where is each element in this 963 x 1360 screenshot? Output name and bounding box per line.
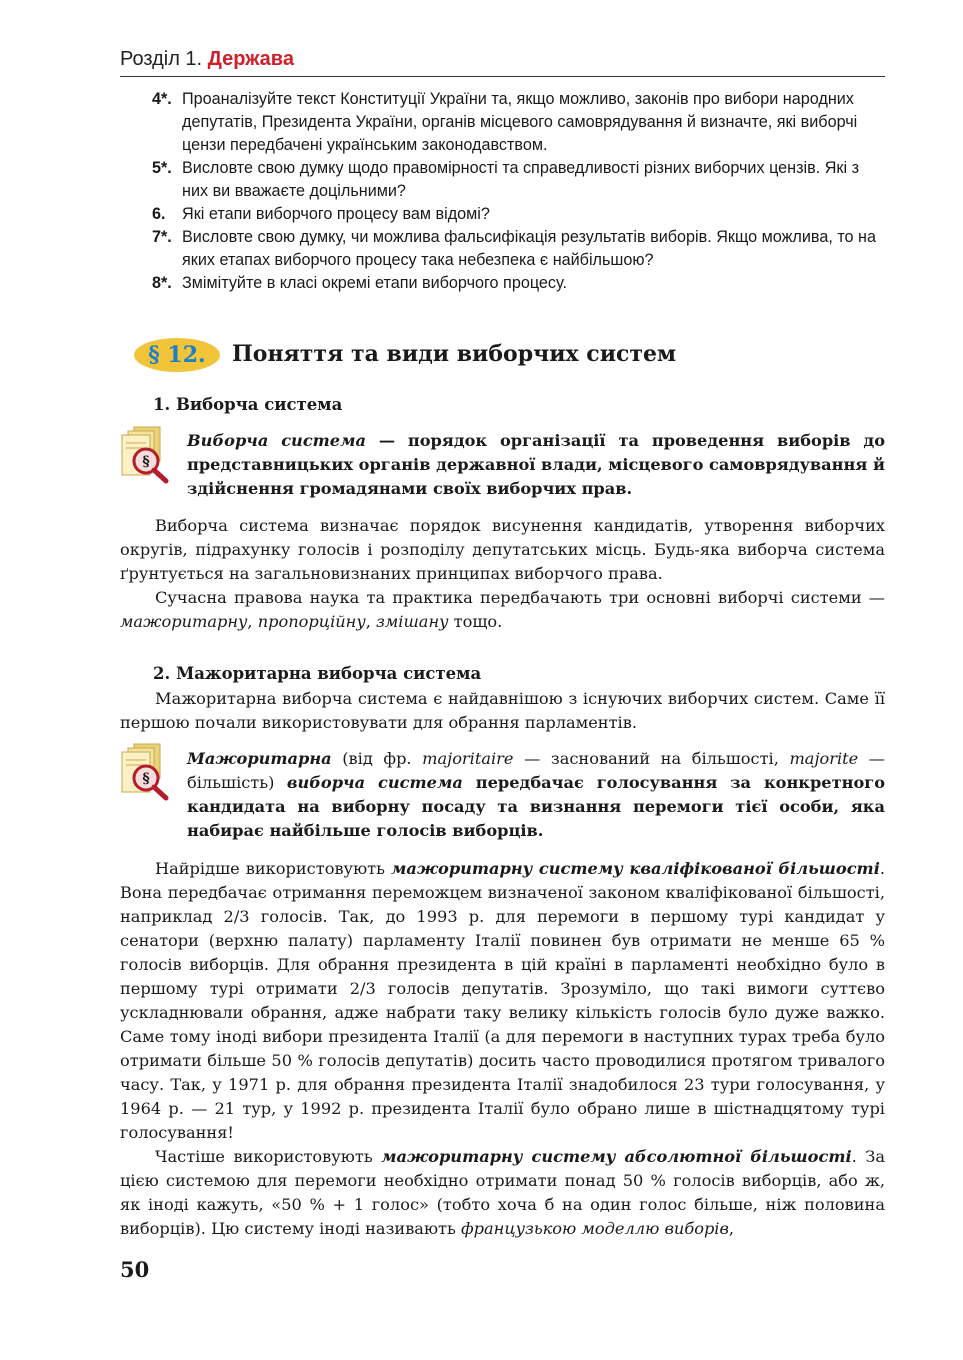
question-item: [152, 272, 885, 295]
paragraph: Сучасна правова наука та практика передбачають три основні виборчі системи — мажоритарну, пропорційну, змішану тощо.: [120, 588, 885, 631]
chapter-label: Розділ 1. Держава: [120, 48, 294, 70]
question-item: [152, 226, 885, 272]
subsection-heading: 1. Виборча система: [153, 395, 343, 414]
question-number: 7*.: [152, 228, 172, 246]
law-document-icon: [120, 425, 174, 485]
question-text: Проаналізуйте текст Конституції України та, якщо можливо, законів про вибори народних депутатів, Президента України, органів місцевого самоврядування й визначте, які виборчі цензи передбачені українським законодавством.: [182, 90, 858, 154]
paragraph: Частіше використовують мажоритарну систему абсолютної більшості. За цією системою для перемоги необхідно отримати понад 50 % голосів виборців, або ж, як іноді кажуть, «50 % + 1 голос» (тобто хоча б на один голос більше, ніж половина виборців). Цю систему іноді називають французькою моделлю виборів,: [120, 1147, 886, 1238]
section-number: § 12.: [148, 342, 206, 368]
body-text-2: [120, 687, 885, 735]
question-item: [152, 157, 885, 203]
svg-text:§: §: [142, 454, 150, 470]
svg-text:§: §: [142, 771, 150, 787]
paragraph: Мажоритарна виборча система є найдавнішою з існуючих виборчих систем. Саме її першою почали використовувати для обрання парламентів.: [120, 689, 885, 732]
definition-majoritarian: Мажоритарна (від фр. majoritaire — заснований на більшості, majorite — більшість) виборча система передбачає голосування за конкретного кандидата на виборну посаду та визнання перемоги тієї особи, яка набирає найбільше голосів виборців.: [187, 749, 885, 840]
question-text: Змімітуйте в класі окремі етапи виборчого процесу.: [182, 274, 567, 292]
question-number: 6.: [152, 205, 166, 223]
question-item: [152, 203, 885, 226]
question-number: 4*.: [152, 90, 172, 108]
question-number: 8*.: [152, 274, 172, 292]
definition-term: Мажоритарна: [187, 749, 332, 768]
questions-list: [152, 88, 885, 295]
page-header: [120, 46, 885, 77]
law-document-icon: [120, 742, 174, 802]
body-text-3: [120, 857, 885, 1241]
paragraph: Виборча система визначає порядок висунення кандидатів, утворення виборчих округів, підрахунку голосів і розподілу депутатських місць. Будь-яка виборча система ґрунтується на загальновизнаних принципах виборчого права.: [120, 516, 885, 583]
chapter-title: Держава: [207, 48, 294, 70]
question-text: Висловте свою думку, чи можлива фальсифікація результатів виборів. Якщо можлива, то на яких етапах виборчого процесу така небезпека є найбільшою?: [182, 228, 876, 269]
question-text: Які етапи виборчого процесу вам відомі?: [182, 205, 490, 223]
paragraph: Найрідше використовують мажоритарну систему кваліфікованої більшості. Вона передбачає отримання переможцем визначеної законом кваліфікованої більшості, наприклад 2/3 голосів. Так, до 1993 р. для перемоги в першому турі кандидат у сенатори (верхню палату) парламенту Італії повинен був отримати не менше 65 % голосів виборців. Для обрання президента в цій країні в парламенті необхідно було в першому турі отримати 2/3 голосів депутатів. Зрозуміло, що такі вимоги суттєво ускладнювали обрання, адже набрати таку велику кількість голосів було дуже важко. Саме тому іноді вибори президента Італії (а для перемоги в наступних турах треба було отримати більше 50 % голосів депутатів) досить часто проводилися протягом тривалого часу. Так, у 1971 р. для обрання президента Італії знадобилося 23 тури голосування, у 1964 р. — 21 тур, у 1992 р. президента Італії було обрано лише в шістнадцятому турі голосування!: [120, 859, 885, 1142]
subsection-heading: 2. Мажоритарна виборча система: [153, 664, 482, 683]
question-text: Висловте свою думку щодо правомірності та справедливості різних виборчих цензів. Які з них ви вважаєте доцільними?: [182, 159, 859, 200]
question-item: [152, 88, 885, 157]
body-text-1: [120, 514, 885, 634]
page-number: 50: [120, 1257, 150, 1282]
definition-body: — порядок організації та проведення виборів до представницьких органів державної влади, місцевого самоврядування й здійснення громадянами своїх виборчих прав.: [187, 431, 885, 498]
definition-electoral-system: [187, 429, 885, 501]
section-badge: [134, 338, 220, 372]
question-number: 5*.: [152, 159, 172, 177]
section-heading: Поняття та види виборчих систем: [232, 341, 677, 367]
definition-term: Виборча система: [187, 431, 366, 450]
